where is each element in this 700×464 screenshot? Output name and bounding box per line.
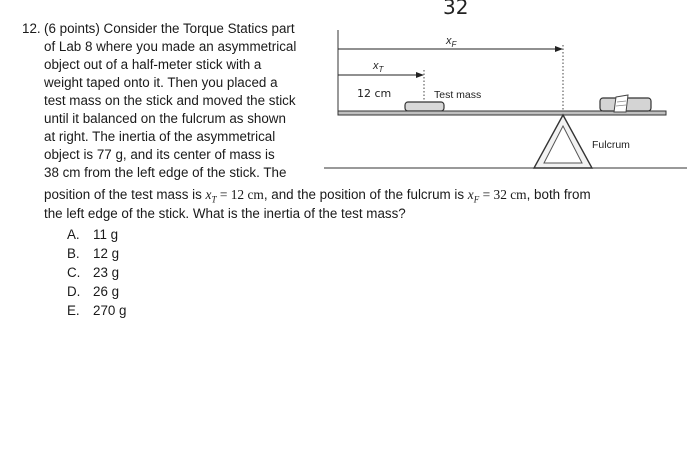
fulcrum [534, 115, 592, 168]
choice-text: 270 g [93, 303, 127, 318]
line10-mid: , and the position of the fulcrum is [263, 187, 468, 202]
test-mass-label: Test mass [434, 89, 482, 101]
question-line-3: object out of a half-meter stick with a [44, 57, 262, 72]
question-line-5: test mass on the stick and moved the stick [44, 93, 296, 108]
choice-letter: D. [67, 284, 81, 299]
xf-subscript: F [473, 194, 480, 205]
choice-text: 23 g [93, 265, 120, 280]
line10-pre: position of the test mass is [44, 187, 206, 202]
choice-text: 26 g [93, 284, 120, 299]
question-line-2: of Lab 8 where you made an asymmetrical [44, 39, 297, 54]
question-line-1: (6 points) Consider the Torque Statics part [44, 21, 295, 36]
choice-b [67, 245, 119, 263]
question-line-8: object is 77 g, and its center of mass is [44, 147, 275, 162]
choice-text: 12 g [93, 246, 120, 261]
choice-text: 11 g [93, 227, 119, 242]
handwritten-xt-value: 12 cm [357, 87, 392, 100]
question-number: 12. [22, 21, 41, 36]
choice-letter: C. [67, 265, 81, 280]
choice-d [67, 283, 119, 301]
choice-letter: A. [67, 227, 80, 242]
xt-subscript: T [211, 194, 217, 205]
handwritten-top-number: 32 [443, 0, 469, 19]
choice-c [67, 264, 119, 282]
fulcrum-label: Fulcrum [592, 139, 630, 151]
choice-a [67, 226, 118, 244]
xf-variable: x [467, 187, 474, 202]
choice-e [67, 302, 127, 320]
question-line-7: at right. The inertia of the asymmetrical [44, 129, 276, 144]
torque-diagram [0, 0, 700, 200]
line10-post: , both from [526, 187, 591, 202]
question-line-4: weight taped onto it. Then you placed a [44, 75, 278, 90]
xt-variable: x [205, 187, 212, 202]
choice-letter: B. [67, 246, 80, 261]
test-mass-block [405, 102, 444, 111]
xf-label: $x_F$ [446, 35, 457, 49]
xf-equation: = 32 cm [479, 187, 527, 202]
xt-label: $x_T$ [373, 60, 384, 74]
question-line-6: until it balanced on the fulcrum as shown [44, 111, 286, 126]
taped-weight [600, 95, 651, 112]
xt-equation: = 12 cm [216, 187, 264, 202]
choice-letter: E. [67, 303, 80, 318]
question-line-11: the left edge of the stick. What is the inertia of the test mass? [44, 206, 406, 221]
question-line-9: 38 cm from the left edge of the stick. The [44, 165, 287, 180]
